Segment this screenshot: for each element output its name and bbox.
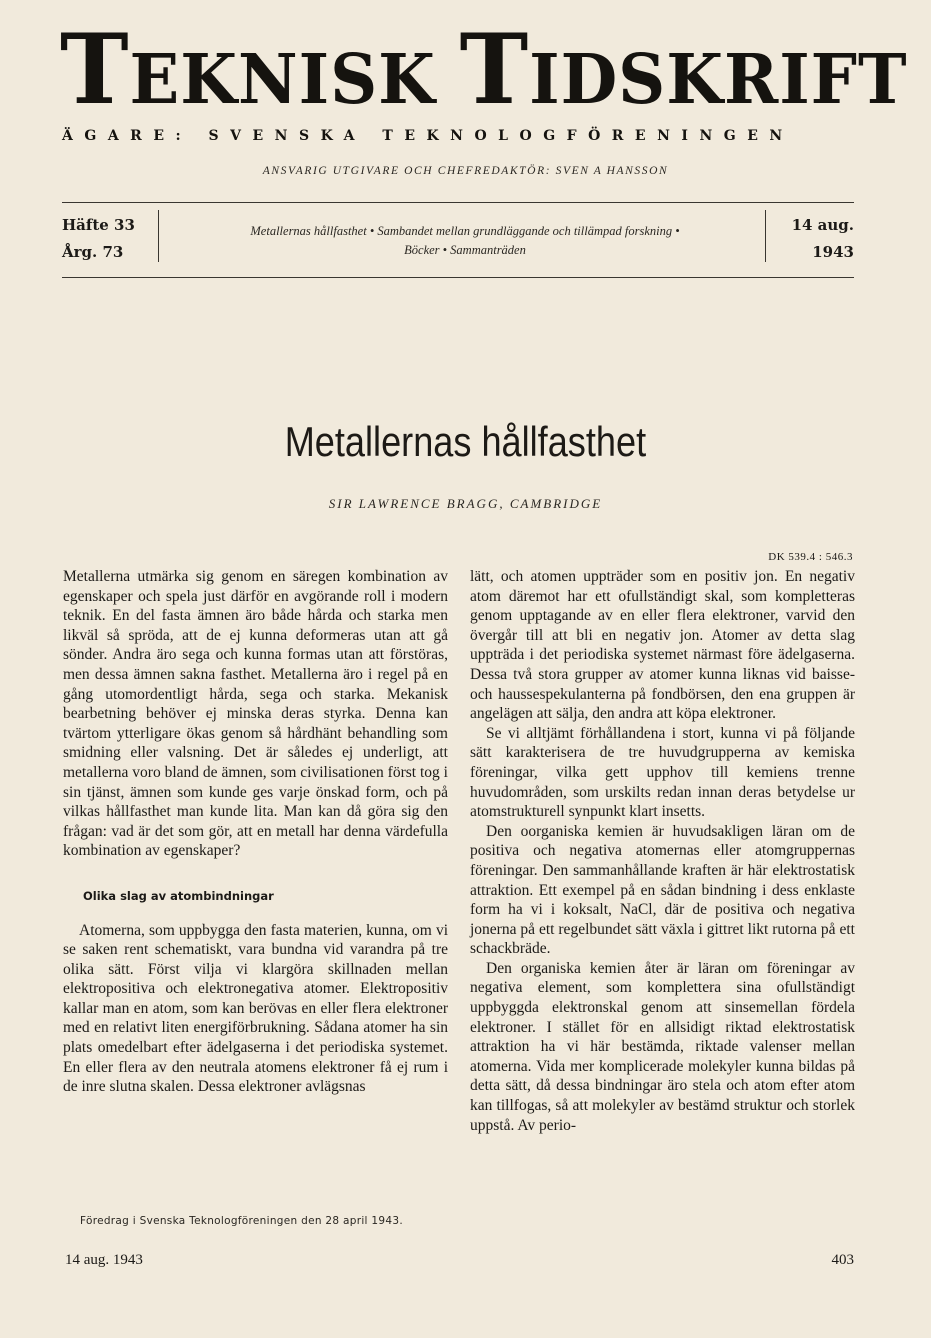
owner-line: ÄGARE: SVENSKA TEKNOLOGFÖRENINGEN	[62, 128, 794, 144]
masthead-title	[60, 13, 908, 130]
haefte-label: Häfte 33	[62, 216, 135, 234]
bottom-rule	[62, 277, 854, 278]
paragraph: Den organiska kemien åter är läran om föreningar av negativa element, som komplettera sina ofullständigt uppbyggda elektronskal genom att sinsemellan fördela elektroner. I stället för en allsidigt riktad elektrostatisk attraktion ha vi här bestämda, riktade valenser mellan atomerna. Vida mer komplicerade molekyler kunna bildas på detta sätt, då dessa bindningar äro stela och atom efter atom kan tillfogas, så att molekyler av bestämd struktur och storlek uppstå. Av perio-	[470, 959, 855, 1134]
masthead-word-1: EKNISK	[129, 40, 460, 120]
column-left	[63, 567, 448, 1097]
column-right	[470, 567, 855, 1135]
article-title: Metallernas hållfasthet	[284, 418, 647, 465]
paragraph: Metallerna utmärka sig genom en säregen kombination av egenskaper och spela just därför en avgörande roll i modern teknik. En del fasta ämnen äro både hårda och starka men likväl så spröda, att de ej kunna deformeras utan att gå sönder. Andra äro sega och kunna formas utan att förstöras, men dessa ämnen sakna fasthet. Metallerna äro i regel på en gång utomordentligt hårda, sega och starka. Mekanisk bearbetning behöver ej minska deras styrka. Denna kan tvärtom ytterligare ökas genom så hårdhänt behandling som smidning eller valsning. Det är således ej underligt, att metallerna voro bland de ämnen, som civilisationen först tog i sin tjänst, ämnen som kunde ges varje önskad form, och på vilkas hållfasthet man kunde lita. Man kan då göra sig den frågan: vad är det som gör, att en metall har denna värdefulla kombination av egenskaper?	[63, 568, 448, 860]
article-author: SIR LAWRENCE BRAGG, CAMBRIDGE	[328, 496, 603, 511]
divider-right	[765, 210, 766, 262]
issue-year: 1943	[812, 243, 854, 261]
masthead-word-2: IDSKRIFT	[529, 40, 908, 120]
editor-line: ANSVARIG UTGIVARE OCH CHEFREDAKTÖR: SVEN A HANSSON	[262, 165, 669, 177]
issue-contents	[166, 222, 764, 260]
divider-left	[158, 210, 159, 262]
masthead-initial-t2: T	[459, 13, 530, 126]
argang-label: Årg. 73	[62, 243, 124, 261]
footer-date: 14 aug. 1943	[65, 1252, 143, 1268]
issue-number-block	[62, 212, 135, 266]
paragraph: Den oorganiska kemien är huvudsakligen läran om de positiva och negativa atomernas eller atomgruppernas föreningar. Den sammanhållande kraften är här elektrostatisk attraktion. Ett exempel på en sådan bindning i dess enklaste form ha vi i koksalt, NaCl, där de positiva och negativa jonerna på ett regelbundet sätt växla i gittret likt rutorna på ett schackbräde.	[470, 822, 855, 958]
paragraph: Atomerna, som uppbygga den fasta materien, kunna, om vi se saken rent schematiskt, vara bundna vid varandra på tre olika sätt. Först vilja vi klargöra skillnaden mellan elektropositiva och elektronegativa atomer. Elektropositiv kallar man en atom, som kan berövas en eller flera elektroner med en relativt liten energiförbrukning. Sådana atomer ha sin plats omedelbart efter ädelgaserna i det periodiska systemet. En eller flera av den neutrala atomens elektroner få ej rum i de inre slutna skalen. Dessa elektroner avlägsnas	[63, 921, 448, 1096]
page-number: 403	[831, 1252, 854, 1268]
masthead-initial-t1: T	[60, 13, 130, 126]
issue-day: 14 aug.	[791, 216, 854, 234]
paragraph: lätt, och atomen uppträder som en positiv jon. En negativ atom däremot har ett ofullständigt skal, som kompletteras genom upptagande av en eller flera elektroner, varvid den övergår till att bli en negativ jon. Atomer av detta slag uppträda i det periodiska systemet närmast före ädelgaserna. Dessa två stora grupper av atomer kunna liknas vid baisse- och haussespekulanterna på fondbörsen, den ena gruppen är angelägen att sälja, den andra att köpa elektroner.	[470, 568, 855, 723]
section-heading: Olika slag av atombindningar	[83, 888, 274, 903]
contents-line-1: Metallernas hållfasthet • Sambandet mellan grundläggande och tillämpad forskning •	[250, 224, 680, 238]
paragraph: Se vi alltjämt förhållandena i stort, kunna vi på följande sätt karakterisera de tre huvudgrupperna av kemiska föreningar, vilka gett upphov till kemiens trenne huvudområden, som urskilts redan innan deras betydelse ur atomstrukturell synpunkt klart insetts.	[470, 724, 855, 821]
issue-date-block	[768, 212, 854, 266]
top-rule	[62, 202, 854, 203]
footnote: Föredrag i Svenska Teknologföreningen den 28 april 1943.	[80, 1215, 403, 1227]
dk-classification: DK 539.4 : 546.3	[768, 551, 853, 563]
contents-line-2: Böcker • Sammanträden	[404, 243, 526, 257]
